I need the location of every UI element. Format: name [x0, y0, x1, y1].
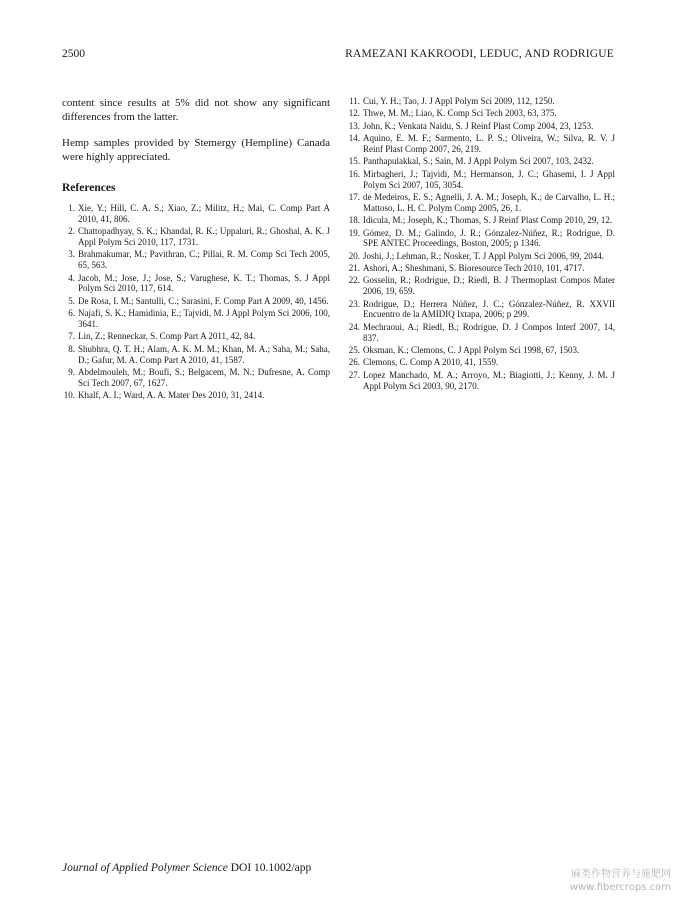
- reference-number: 16.: [348, 168, 360, 179]
- reference-item: [347, 251, 615, 262]
- reference-number: 17.: [348, 191, 360, 202]
- reference-text: Mechraoui, A.; Riedl, B.; Rodrigue, D. J Compos Interf 2007, 14, 837.: [363, 321, 615, 343]
- reference-number: 21.: [348, 263, 360, 274]
- reference-number: 22.: [348, 275, 360, 286]
- reference-text: Idicula, M.; Joseph, K.; Thomas, S. J Reinf Plast Comp 2010, 29, 12.: [363, 215, 613, 226]
- reference-item: [347, 133, 615, 155]
- reference-text: Aquino, E. M. F.; Sarmento, L. P. S.; Oliveira, W.; Silva, R. V. J Reinf Plast Comp 2007, 26, 219.: [363, 133, 615, 154]
- reference-item: [347, 228, 615, 250]
- reference-text: Lin, Z.; Renneckar, S. Comp Part A 2011, 42, 84.: [78, 331, 256, 342]
- reference-item: [347, 357, 615, 368]
- reference-item: [347, 370, 615, 392]
- reference-number: 15.: [348, 156, 360, 167]
- reference-text: Clemons, C. Comp A 2010, 41, 1559.: [363, 357, 499, 368]
- reference-item: [62, 296, 330, 307]
- reference-text: Shubhra, Q. T. H.; Alam, A. K. M. M.; Khan, M. A.; Saha, M.; Saha, D.; Gafur, M. A. Comp Part A 2010, 41, 1587.: [78, 343, 330, 365]
- reference-number: 10.: [63, 390, 75, 401]
- reference-text: Cui, Y. H.; Tao, J. J Appl Polym Sci 2009, 112, 1250.: [363, 96, 555, 106]
- reference-item: [347, 215, 615, 226]
- left-column: [62, 96, 330, 402]
- reference-item: [62, 249, 330, 271]
- reference-item: [347, 96, 615, 107]
- reference-text: Oksman, K.; Clemons, C. J Appl Polym Sci 1998, 67, 1503.: [363, 345, 580, 356]
- reference-item: [347, 121, 615, 132]
- reference-text: Jacob, M.; Jose, J.; Jose, S.; Varughese, K. T.; Thomas, S. J Appl Polym Sci 2010, 117, 614.: [78, 272, 330, 294]
- reference-number: 19.: [348, 227, 360, 238]
- reference-item: [347, 156, 615, 167]
- reference-number: 5.: [68, 295, 75, 306]
- reference-item: [62, 226, 330, 248]
- reference-item: [62, 308, 330, 330]
- journal-footer: [62, 862, 311, 874]
- reference-number: 25.: [348, 345, 360, 356]
- reference-item: [347, 263, 615, 274]
- reference-number: 4.: [68, 272, 75, 283]
- reference-number: 23.: [348, 298, 360, 309]
- reference-number: 14.: [348, 133, 360, 144]
- reference-number: 3.: [68, 249, 75, 260]
- reference-item: [62, 344, 330, 366]
- reference-number: 9.: [68, 366, 75, 377]
- reference-number: 1.: [68, 203, 75, 213]
- reference-item: [347, 345, 615, 356]
- reference-text: John, K.; Venkata Naidu, S. J Reinf Plast Comp 2004, 23, 1253.: [363, 120, 594, 131]
- reference-item: [347, 322, 615, 344]
- reference-number: 24.: [348, 321, 360, 332]
- reference-list-right: [347, 96, 615, 391]
- reference-text: Mirbagheri, J.; Tajvidi, M.; Hermanson, J. C.; Ghasemi, I. J Appl Polym Sci 2007, 105, 3054.: [363, 168, 615, 190]
- reference-item: [347, 299, 615, 321]
- reference-item: [62, 203, 330, 225]
- references-heading: References: [62, 182, 116, 194]
- reference-number: 7.: [68, 331, 75, 342]
- reference-text: Ashori, A.; Sheshmani, S. Bioresource Tech 2010, 101, 4717.: [363, 263, 585, 274]
- reference-item: [62, 273, 330, 295]
- reference-number: 11.: [349, 96, 360, 106]
- running-header-authors: RAMEZANI KAKROODI, LEDUC, AND RODRIGUE: [345, 48, 614, 60]
- reference-number: 18.: [348, 215, 360, 226]
- reference-text: de Medeiros, E. S.; Agnelli, J. A. M.; Joseph, K.; de Carvalho, L. H.; Mattoso, L. H. C. Polym Comp 2005, 26, 1.: [363, 191, 615, 213]
- reference-number: 27.: [348, 369, 360, 380]
- reference-number: 12.: [348, 108, 360, 119]
- reference-text: Thwe, M. M.; Liao, K. Comp Sci Tech 2003, 63, 375.: [363, 108, 557, 119]
- reference-item: [347, 169, 615, 191]
- reference-number: 6.: [68, 308, 75, 319]
- reference-item: [347, 108, 615, 119]
- reference-text: Gómez, D. M.; Galindo, J. R.; Gónzalez-Núñez, R.; Rodrigue, D. SPE ANTEC Proceedings, Boston, 2005; p 1346.: [363, 227, 615, 249]
- reference-text: Chattopadhyay, S. K.; Khandal, R. K.; Uppaluri, R.; Ghoshal, A. K. J Appl Polym Sci 2010, 117, 1731.: [78, 226, 330, 247]
- body-paragraph-1: content since results at 5% did not show any significant differences from the latter.: [62, 97, 330, 123]
- reference-number: 2.: [68, 226, 75, 237]
- reference-number: 8.: [68, 343, 75, 354]
- reference-text: Panthapulakkal, S.; Sain, M. J Appl Polym Sci 2007, 103, 2432.: [363, 156, 594, 167]
- journal-name: Journal of Applied Polymer Science: [62, 862, 228, 874]
- reference-item: [62, 390, 330, 401]
- reference-text: Lopez Manchado, M. A.; Arroyo, M.; Biagiotti, J.; Kenny, J. M. J Appl Polym Sci 2003, 90, 2170.: [363, 369, 615, 391]
- reference-number: 13.: [348, 120, 360, 131]
- reference-text: Khalf, A. I.; Ward, A. A. Mater Des 2010, 31, 2414.: [78, 390, 265, 401]
- reference-text: Gosselin, R.; Rodrigue, D.; Riedl, B. J Thermoplast Compos Mater 2006, 19, 659.: [363, 275, 615, 297]
- watermark: [570, 868, 671, 894]
- reference-number: 26.: [348, 357, 360, 368]
- reference-item: [62, 331, 330, 342]
- reference-text: Abdelmouleh, M.; Boufi, S.; Belgacem, M. N.; Dufresne, A. Comp Sci Tech 2007, 67, 1627.: [78, 366, 330, 388]
- watermark-line-1: 麻类作物营养与施肥网: [571, 869, 671, 880]
- acknowledgment-paragraph: Hemp samples provided by Stemergy (Hempline) Canada were highly appreciated.: [62, 137, 330, 163]
- reference-text: Rodrigue, D.; Herrera Núñez, J. C.; Gónzalez-Núñez, R. XXVII Encuentro de la AMIDIQ Ixtapa, 2006; p 299.: [363, 298, 615, 320]
- watermark-line-2: www.fibercrops.com: [569, 882, 671, 893]
- journal-doi: DOI 10.1002/app: [230, 862, 312, 874]
- page-number: 2500: [62, 48, 85, 60]
- reference-item: [347, 275, 615, 297]
- right-column: [347, 96, 615, 393]
- reference-text: De Rosa, I. M.; Santulli, C.; Sarasini, F. Comp Part A 2009, 40, 1456.: [78, 295, 329, 306]
- reference-list-left: [62, 203, 330, 401]
- reference-text: Najafi, S. K.; Hamidinia, E.; Tajvidi, M. J Appl Polym Sci 2006, 100, 3641.: [78, 308, 330, 329]
- reference-text: Joshi, J.; Lehman, R.; Nosker, T. J Appl Polym Sci 2006, 99, 2044.: [363, 250, 605, 261]
- reference-number: 20.: [348, 250, 360, 261]
- reference-text: Xie, Y.; Hill, C. A. S.; Xiao, Z.; Militz, H.; Mai, C. Comp Part A 2010, 41, 806.: [78, 203, 330, 224]
- reference-item: [62, 367, 330, 389]
- reference-text: Brahmakumar, M.; Pavithran, C.; Pillai, R. M. Comp Sci Tech 2005, 65, 563.: [78, 249, 330, 271]
- reference-item: [347, 192, 615, 214]
